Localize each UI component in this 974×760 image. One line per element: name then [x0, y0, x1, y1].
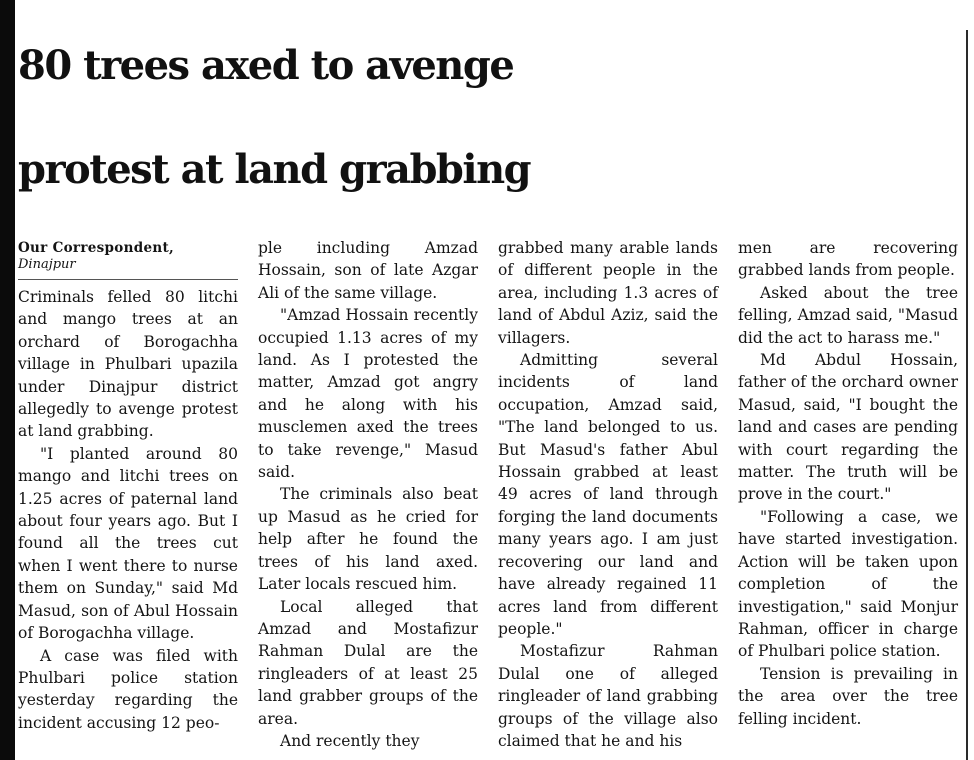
headline	[18, 14, 968, 222]
byline: Our Correspondent,	[18, 240, 174, 256]
paragraph: A case was filed with Phulbari police station yesterday regarding the incident accusing 12 peo-	[18, 646, 238, 732]
paragraph: Asked about the tree felling, Amzad said, "Masud did the act to harass me."	[738, 283, 958, 347]
paragraph: And recently they	[280, 731, 420, 750]
paragraph: Mostafizur Rahman Dulal one of alleged ringleader of land grabbing groups of the village also claimed that he and his	[498, 642, 718, 750]
paragraph: Md Abdul Hossain, father of the orchard owner Masud, said, "I bought the land and cases are pending with court regarding the matter. The truth will be prove in the court."	[738, 351, 958, 504]
paragraph: Admitting several incidents of land occupation, Amzad said, "The land belonged to us. But Masud's father Abul Hossain grabbed at least 49 acres of land through forging the land documents many years ago. I am just recovering our land and have already regained 11 acres land from different people."	[498, 351, 718, 638]
paragraph: men are recovering grabbed lands from people.	[738, 239, 958, 280]
paragraph: Tension is prevailing in the area over the tree felling incident.	[738, 664, 958, 728]
paragraph: Criminals felled 80 litchi and mango trees at an orchard of Borogachha village in Phulbari upazila under Dinajpur district allegedly to avenge protest at land grabbing.	[18, 288, 238, 441]
article-column-1	[18, 237, 238, 734]
article-column-3	[498, 237, 718, 752]
article-column-4	[738, 237, 958, 730]
headline-line-1: 80 trees axed to avenge	[18, 42, 514, 89]
paragraph: "Amzad Hossain recently occupied 1.13 acres of my land. As I protested the matter, Amzad got angry and he along with his musclemen axed the trees to take revenge," Masud said.	[258, 306, 478, 482]
page-edge-bar	[0, 0, 15, 760]
paragraph: "I planted around 80 mango and litchi trees on 1.25 acres of paternal land about four years ago. But I found all the trees cut when I went there to nurse them on Sunday," said Md Masud, son of Abul Hossain of Borogachha village.	[18, 444, 238, 643]
paragraph: The criminals also beat up Masud as he cried for help after he found the trees of his land axed. Later locals rescued him.	[258, 485, 478, 594]
headline-line-2: protest at land grabbing	[18, 146, 531, 193]
paragraph: ple including Amzad Hossain, son of late Azgar Ali of the same village.	[258, 239, 478, 302]
dateline: Dinajpur	[18, 257, 76, 272]
paragraph: grabbed many arable lands of different people in the area, including 1.3 acres of land of Abdul Aziz, said the villagers.	[498, 239, 718, 347]
article-column-2	[258, 237, 478, 752]
paragraph: "Following a case, we have started investigation. Action will be taken upon completion of the investigation," said Monjur Rahman, officer in charge of Phulbari police station.	[738, 507, 958, 661]
byline-divider	[18, 279, 238, 280]
paragraph: Local alleged that Amzad and Mostafizur Rahman Dulal are the ringleaders of at least 25 land grabber groups of the area.	[258, 597, 478, 728]
